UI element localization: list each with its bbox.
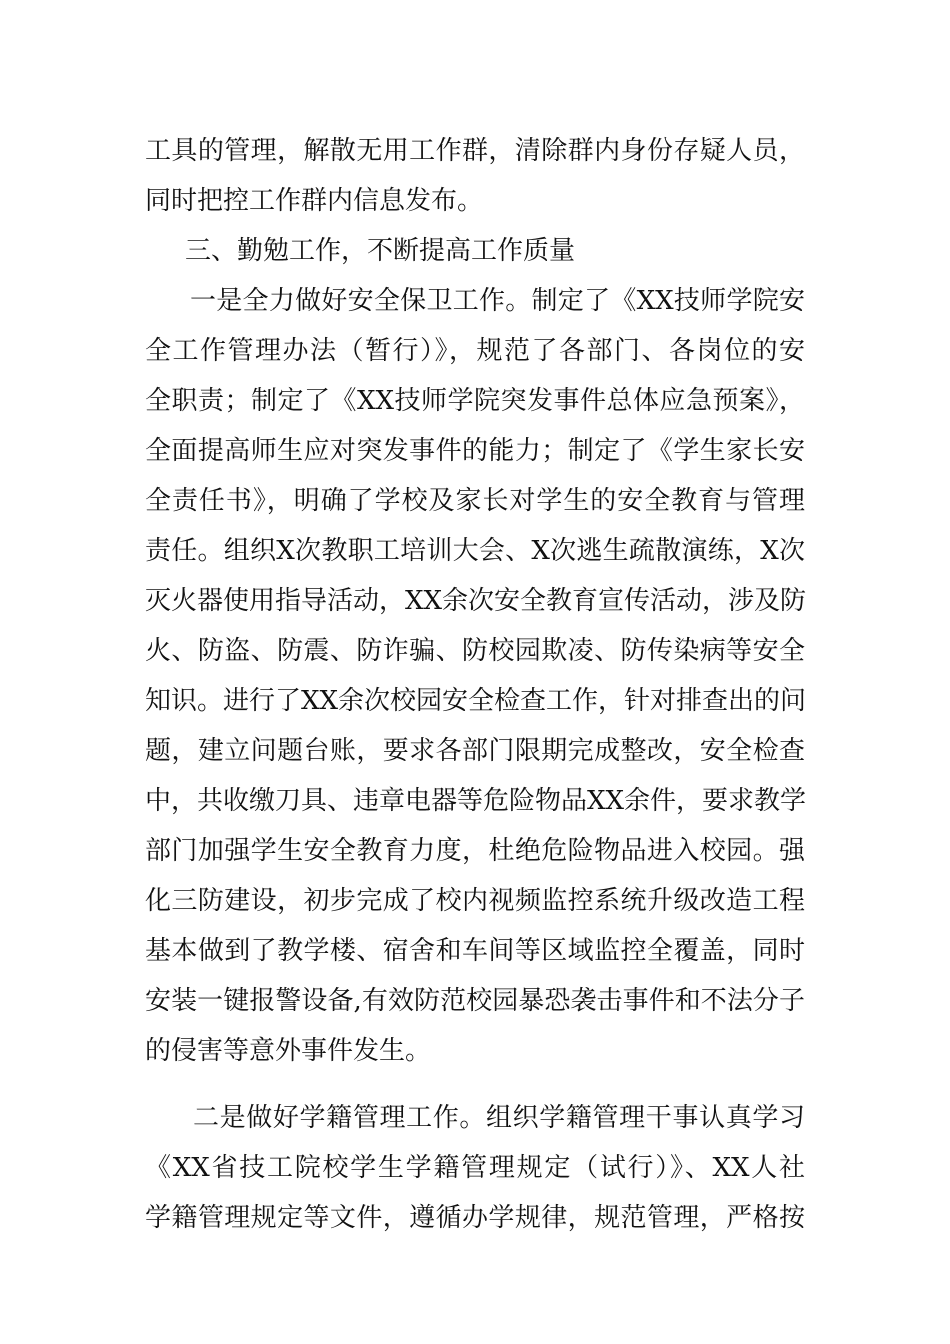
paragraph-line: 题，建立问题台账，要求各部门限期完成整改，安全检查: [145, 736, 805, 766]
paragraph-line: 灭火器使用指导活动，XX余次安全教育宣传活动，涉及防: [145, 586, 807, 616]
paragraph-line: 基本做到了教学楼、宿舍和车间等区域监控全覆盖，同时: [145, 936, 805, 966]
paragraph-line: 的侵害等意外事件发生。: [145, 1036, 432, 1066]
paragraph-line: 二是做好学籍管理工作。组织学籍管理干事认真学习: [193, 1103, 805, 1133]
paragraph-line: 部门加强学生安全教育力度，杜绝危险物品进入校园。强: [145, 836, 805, 866]
paragraph-line: 安装一键报警设备,有效防范校园暴恐袭击事件和不法分子: [145, 986, 805, 1016]
paragraph-line: 知识。进行了XX余次校园安全检查工作，针对排查出的问: [145, 686, 807, 716]
paragraph-line: 工具的管理，解散无用工作群，清除群内身份存疑人员，: [145, 136, 805, 166]
paragraph-line: 全责任书》，明确了学校及家长对学生的安全教育与管理: [145, 486, 805, 516]
paragraph-line: 化三防建设，初步完成了校内视频监控系统升级改造工程: [145, 886, 805, 916]
paragraph-line: 责任。组织X次教职工培训大会、X次逃生疏散演练，X次: [145, 536, 805, 566]
section-heading: 三、勤勉工作，不断提高工作质量: [185, 236, 576, 266]
paragraph-line: 中，共收缴刀具、违章电器等危险物品XX余件，要求教学: [145, 786, 807, 816]
paragraph-line: 同时把控工作群内信息发布。: [145, 186, 484, 216]
paragraph-line: 《XX省技工院校学生学籍管理规定（试行）》、XX人社: [145, 1153, 805, 1183]
paragraph-line: 全职责；制定了《XX技师学院突发事件总体应急预案》，: [145, 386, 805, 416]
paragraph-line: 全面提高师生应对突发事件的能力；制定了《学生家长安: [145, 436, 805, 466]
paragraph-line: 一是全力做好安全保卫工作。制定了《XX技师学院安: [190, 286, 805, 316]
paragraph-line: 火、防盗、防震、防诈骗、防校园欺凌、防传染病等安全: [145, 636, 805, 666]
paragraph-line: 学籍管理规定等文件，遵循办学规律，规范管理，严格按: [145, 1203, 805, 1233]
paragraph-line: 全工作管理办法（暂行）》，规范了各部门、各岗位的安: [145, 336, 805, 366]
